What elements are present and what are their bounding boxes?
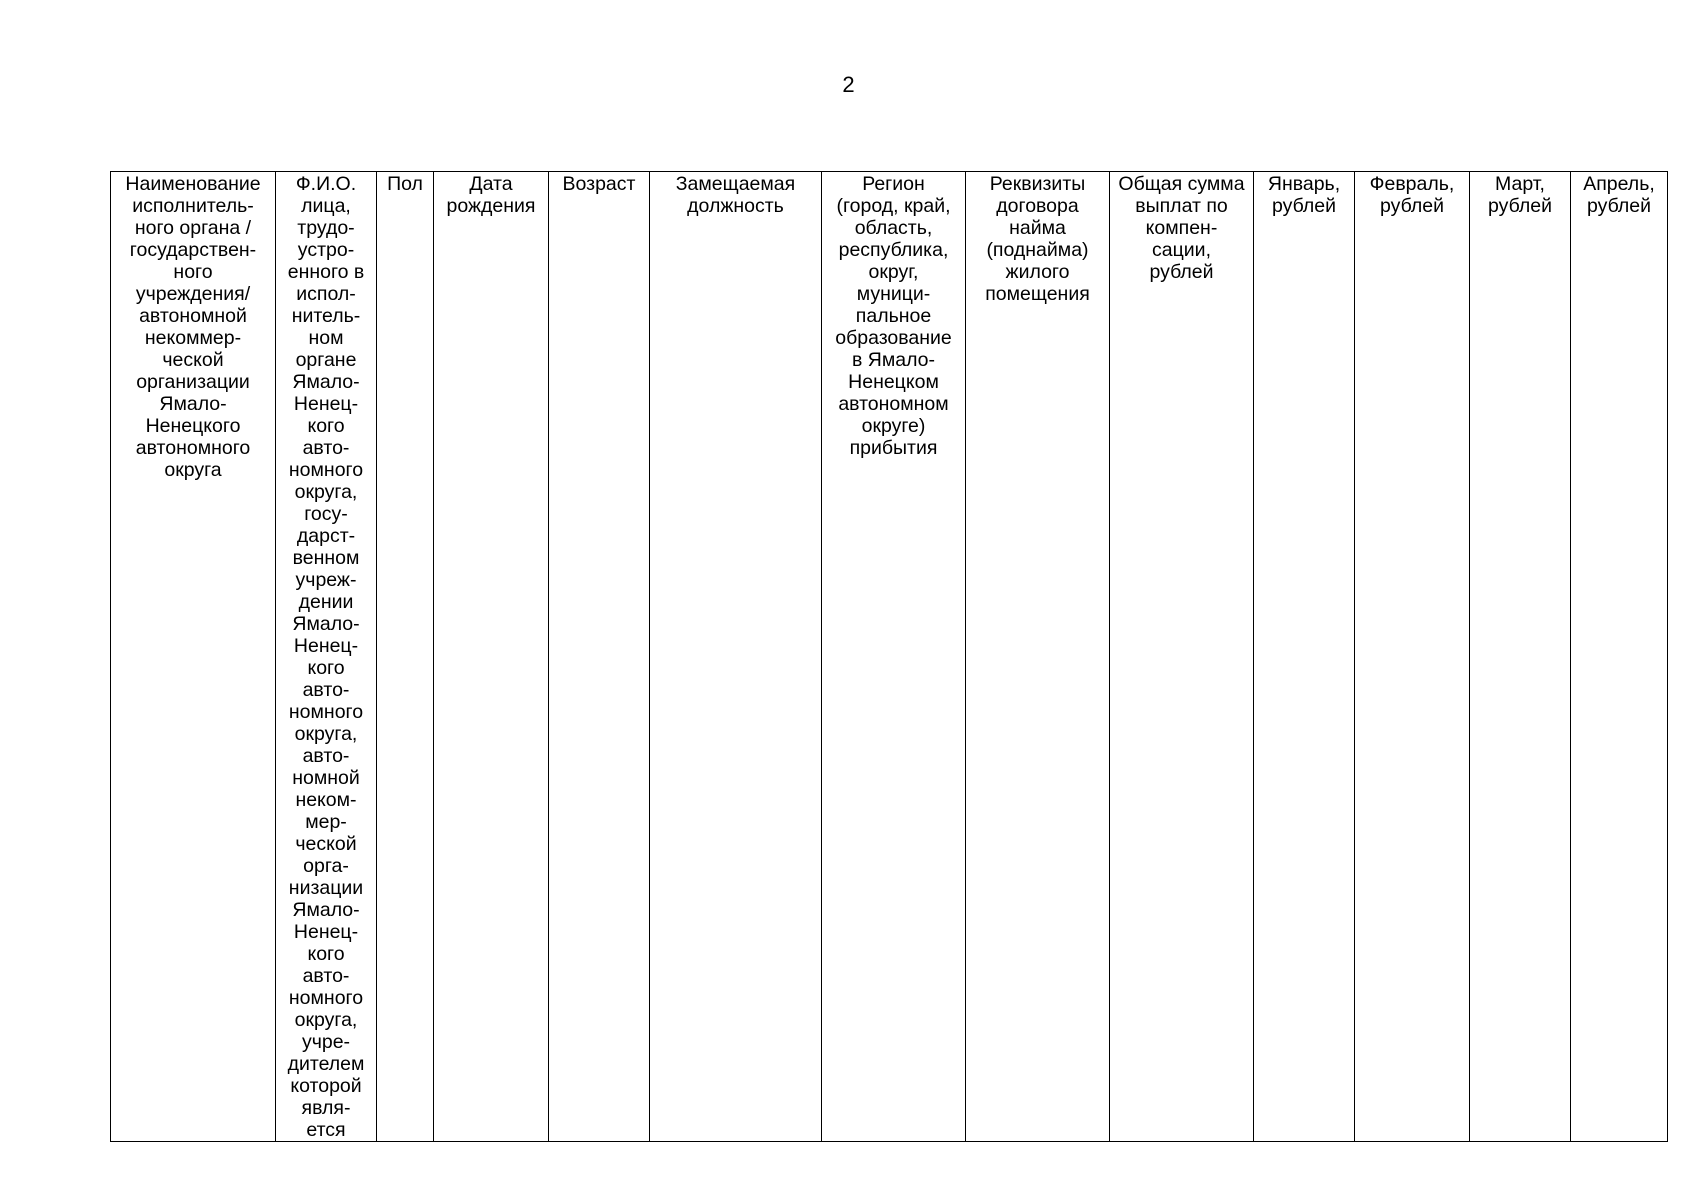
- header-february: Февраль, рублей: [1355, 172, 1470, 1142]
- header-birth-date: Дата рождения: [434, 172, 549, 1142]
- header-position: Замещаемая должность: [650, 172, 822, 1142]
- header-organization-name: Наименование исполнитель- ного органа / государствен- ного учреждения/ автономной некоммер- ческой организации Ямало- Ненецкого автономного округа: [111, 172, 276, 1142]
- header-employee-full-name: Ф.И.О. лица, трудо- устро- енного в испол- нитель- ном органе Ямало- Ненец- кого авто- номного округа, госу- дарст- венном учреж- дении Ямало- Ненец- кого авто- номного округа, авто- номной неком- мер- ческой орга- низации Ямало- Ненец- кого авто- номного округа, учре- дителем которой явля- ется: [276, 172, 377, 1142]
- header-january: Январь, рублей: [1254, 172, 1355, 1142]
- table-header-row: [111, 172, 1668, 1142]
- header-april: Апрель, рублей: [1571, 172, 1668, 1142]
- header-age: Возраст: [549, 172, 650, 1142]
- header-total-compensation: Общая сумма выплат по компен- сации, рублей: [1110, 172, 1254, 1142]
- compensation-table: [110, 171, 1668, 1142]
- header-arrival-region: Регион (город, край, область, республика, округ, муници- пальное образование в Ямало- Ненецком автономном округе) прибытия: [822, 172, 966, 1142]
- header-lease-details: Реквизиты договора найма (поднайма) жилого помещения: [966, 172, 1110, 1142]
- header-sex: Пол: [377, 172, 434, 1142]
- header-march: Март, рублей: [1470, 172, 1571, 1142]
- page-number: 2: [842, 72, 855, 97]
